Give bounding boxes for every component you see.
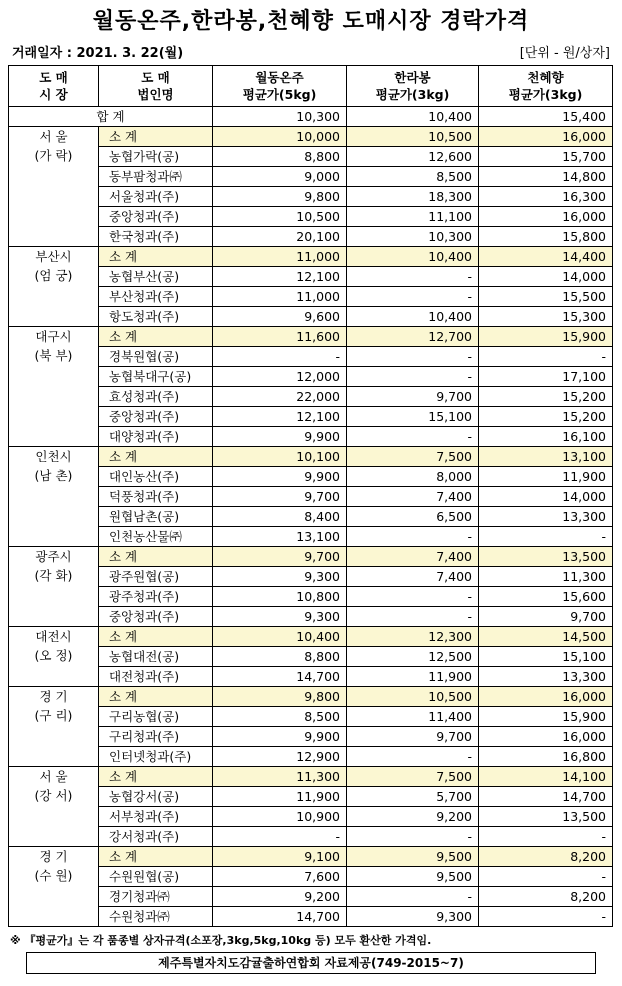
price-col1: 9,300 — [213, 567, 347, 587]
header-col1: 월동온주 평균가(5kg) — [213, 66, 347, 107]
price-col3: 8,200 — [479, 847, 613, 867]
price-col2: 9,700 — [347, 727, 479, 747]
price-col3: 15,900 — [479, 327, 613, 347]
price-col1: - — [213, 347, 347, 367]
region-district: (강 서) — [34, 788, 73, 803]
price-col2: 9,500 — [347, 847, 479, 867]
total-v1: 10,300 — [213, 107, 347, 127]
table-row — [9, 507, 613, 527]
price-col1: 11,300 — [213, 767, 347, 787]
price-col2: 12,600 — [347, 147, 479, 167]
price-col2: - — [347, 267, 479, 287]
price-col3: 11,900 — [479, 467, 613, 487]
price-col3: 15,200 — [479, 407, 613, 427]
price-col1: 11,900 — [213, 787, 347, 807]
price-col1: 22,000 — [213, 387, 347, 407]
corp-name: 소 계 — [99, 627, 213, 647]
subtotal-row — [9, 767, 613, 787]
table-row — [9, 827, 613, 847]
table-row — [9, 587, 613, 607]
corp-name: 강서청과(주) — [99, 827, 213, 847]
price-col3: 14,000 — [479, 267, 613, 287]
price-col3: 15,800 — [479, 227, 613, 247]
price-col3: 13,100 — [479, 447, 613, 467]
corp-name: 경북원협(공) — [99, 347, 213, 367]
price-col3: 14,800 — [479, 167, 613, 187]
price-col2: 9,300 — [347, 907, 479, 927]
price-col1: 10,900 — [213, 807, 347, 827]
table-row — [9, 347, 613, 367]
price-col3: 15,300 — [479, 307, 613, 327]
table-row — [9, 527, 613, 547]
corp-name: 수원청과㈜ — [99, 907, 213, 927]
table-row — [9, 467, 613, 487]
price-col2: - — [347, 367, 479, 387]
price-col3: - — [479, 907, 613, 927]
subtotal-row — [9, 687, 613, 707]
region-district: (각 화) — [34, 568, 73, 583]
header-col2: 한라봉 평균가(3kg) — [347, 66, 479, 107]
table-row — [9, 407, 613, 427]
price-col2: 9,700 — [347, 387, 479, 407]
table-row — [9, 167, 613, 187]
header-market: 도 매 시 장 — [9, 66, 99, 107]
corp-name: 중앙청과(주) — [99, 207, 213, 227]
header-corp: 도 매 법인명 — [99, 66, 213, 107]
region-district: (수 원) — [34, 868, 73, 883]
price-col1: 8,500 — [213, 707, 347, 727]
corp-name: 중앙청과(주) — [99, 607, 213, 627]
price-col1: 9,900 — [213, 427, 347, 447]
subtotal-row — [9, 247, 613, 267]
price-col3: - — [479, 527, 613, 547]
corp-name: 소 계 — [99, 547, 213, 567]
table-row — [9, 707, 613, 727]
price-col2: 12,500 — [347, 647, 479, 667]
corp-name: 서부청과(주) — [99, 807, 213, 827]
price-col2: 10,400 — [347, 307, 479, 327]
price-col1: 9,000 — [213, 167, 347, 187]
price-col2: 8,000 — [347, 467, 479, 487]
price-col2: 10,500 — [347, 687, 479, 707]
corp-name: 농협부산(공) — [99, 267, 213, 287]
price-col2: 10,500 — [347, 127, 479, 147]
corp-name: 원협남촌(공) — [99, 507, 213, 527]
table-row — [9, 387, 613, 407]
corp-name: 항도청과(주) — [99, 307, 213, 327]
price-col3: 15,700 — [479, 147, 613, 167]
total-row — [9, 107, 613, 127]
price-col3: 16,000 — [479, 727, 613, 747]
price-col1: 10,800 — [213, 587, 347, 607]
price-col3: 13,500 — [479, 547, 613, 567]
corp-name: 덕풍청과(주) — [99, 487, 213, 507]
subtotal-row — [9, 627, 613, 647]
corp-name: 농협북대구(공) — [99, 367, 213, 387]
price-col1: 12,000 — [213, 367, 347, 387]
corp-name: 대전청과(주) — [99, 667, 213, 687]
region-district: (북 부) — [34, 348, 73, 363]
price-col2: 11,900 — [347, 667, 479, 687]
price-col3: 16,300 — [479, 187, 613, 207]
source-credit: 제주특별자치도감귤출하연합회 자료제공(749-2015~7) — [26, 952, 596, 974]
price-col1: 9,900 — [213, 727, 347, 747]
region-cell — [9, 247, 99, 327]
corp-name: 광주청과(주) — [99, 587, 213, 607]
price-col1: 9,600 — [213, 307, 347, 327]
subtotal-row — [9, 327, 613, 347]
region-name: 경 기 — [39, 689, 68, 704]
total-v3: 15,400 — [479, 107, 613, 127]
corp-name: 소 계 — [99, 687, 213, 707]
price-col3: 15,100 — [479, 647, 613, 667]
price-col2: 10,400 — [347, 247, 479, 267]
subtotal-row — [9, 847, 613, 867]
price-col3: 15,500 — [479, 287, 613, 307]
price-col3: 14,400 — [479, 247, 613, 267]
corp-name: 소 계 — [99, 327, 213, 347]
price-col2: 9,200 — [347, 807, 479, 827]
corp-name: 소 계 — [99, 447, 213, 467]
price-col3: 14,100 — [479, 767, 613, 787]
region-name: 인천시 — [35, 449, 72, 464]
price-col1: 11,600 — [213, 327, 347, 347]
price-col2: - — [347, 587, 479, 607]
region-name: 대구시 — [35, 329, 72, 344]
region-name: 서 울 — [39, 769, 68, 784]
price-col2: - — [347, 607, 479, 627]
price-col3: 15,900 — [479, 707, 613, 727]
table-row — [9, 887, 613, 907]
corp-name: 소 계 — [99, 847, 213, 867]
table-row — [9, 567, 613, 587]
total-v2: 10,400 — [347, 107, 479, 127]
price-col1: 14,700 — [213, 667, 347, 687]
table-row — [9, 207, 613, 227]
region-name: 부산시 — [35, 249, 72, 264]
unit-label: [단위 - 원/상자] — [519, 46, 610, 61]
table-row — [9, 367, 613, 387]
subtotal-row — [9, 447, 613, 467]
price-col3: 14,700 — [479, 787, 613, 807]
region-district: (엄 궁) — [34, 268, 73, 283]
table-row — [9, 607, 613, 627]
table-row — [9, 147, 613, 167]
corp-name: 효성청과(주) — [99, 387, 213, 407]
table-row — [9, 487, 613, 507]
region-cell — [9, 127, 99, 247]
subtotal-row — [9, 127, 613, 147]
price-col1: 12,100 — [213, 407, 347, 427]
region-cell — [9, 687, 99, 767]
table-row — [9, 227, 613, 247]
price-col1: - — [213, 827, 347, 847]
price-col3: 16,000 — [479, 127, 613, 147]
table-row — [9, 307, 613, 327]
price-col2: 7,500 — [347, 447, 479, 467]
region-name: 대전시 — [35, 629, 72, 644]
table-row — [9, 727, 613, 747]
price-col3: 15,200 — [479, 387, 613, 407]
region-cell — [9, 547, 99, 627]
corp-name: 대양청과(주) — [99, 427, 213, 447]
price-col3: 16,100 — [479, 427, 613, 447]
total-label: 합 계 — [9, 107, 213, 127]
price-col2: 11,400 — [347, 707, 479, 727]
table-row — [9, 907, 613, 927]
price-col2: 7,500 — [347, 767, 479, 787]
price-col1: 8,800 — [213, 147, 347, 167]
price-col1: 10,500 — [213, 207, 347, 227]
price-col3: 16,000 — [479, 687, 613, 707]
price-col2: 18,300 — [347, 187, 479, 207]
corp-name: 소 계 — [99, 767, 213, 787]
price-col1: 13,100 — [213, 527, 347, 547]
corp-name: 경기청과㈜ — [99, 887, 213, 907]
price-col2: 7,400 — [347, 487, 479, 507]
price-col2: - — [347, 347, 479, 367]
corp-name: 농협가락(공) — [99, 147, 213, 167]
price-col1: 9,200 — [213, 887, 347, 907]
price-col2: 12,700 — [347, 327, 479, 347]
price-col2: 5,700 — [347, 787, 479, 807]
corp-name: 중앙청과(주) — [99, 407, 213, 427]
table-row — [9, 867, 613, 887]
price-col2: 7,400 — [347, 567, 479, 587]
corp-name: 대인농산(주) — [99, 467, 213, 487]
price-col2: - — [347, 887, 479, 907]
table-row — [9, 267, 613, 287]
price-col2: 11,100 — [347, 207, 479, 227]
table-row — [9, 787, 613, 807]
corp-name: 수원원협(공) — [99, 867, 213, 887]
page-title: 월동온주,한라봉,천혜향 도매시장 경락가격 — [92, 9, 530, 34]
price-col3: 11,300 — [479, 567, 613, 587]
region-district: (남 촌) — [34, 468, 73, 483]
region-cell — [9, 627, 99, 687]
price-col1: 9,300 — [213, 607, 347, 627]
region-cell — [9, 767, 99, 847]
price-col1: 10,400 — [213, 627, 347, 647]
table-row — [9, 807, 613, 827]
corp-name: 소 계 — [99, 127, 213, 147]
corp-name: 인천농산물㈜ — [99, 527, 213, 547]
corp-name: 동부팜청과㈜ — [99, 167, 213, 187]
price-col2: 6,500 — [347, 507, 479, 527]
table-row — [9, 287, 613, 307]
price-col1: 9,700 — [213, 547, 347, 567]
price-col2: - — [347, 527, 479, 547]
trade-date: 거래일자 : 2021. 3. 22(월) — [12, 46, 184, 61]
price-col1: 7,600 — [213, 867, 347, 887]
table-row — [9, 747, 613, 767]
price-col2: - — [347, 747, 479, 767]
price-col3: 8,200 — [479, 887, 613, 907]
price-col2: 7,400 — [347, 547, 479, 567]
price-col2: - — [347, 287, 479, 307]
corp-name: 구리농협(공) — [99, 707, 213, 727]
footnote: ※ 『평균가』는 각 품종별 상자규격(소포장,3kg,5kg,10kg 등) 모두 환산한 가격임. — [10, 934, 432, 947]
price-col2: 10,300 — [347, 227, 479, 247]
price-col1: 10,000 — [213, 127, 347, 147]
price-table — [8, 65, 613, 927]
price-col2: 12,300 — [347, 627, 479, 647]
price-col3: - — [479, 347, 613, 367]
price-col2: 8,500 — [347, 167, 479, 187]
table-row — [9, 187, 613, 207]
table-row — [9, 647, 613, 667]
price-col1: 9,900 — [213, 467, 347, 487]
price-col1: 9,700 — [213, 487, 347, 507]
price-col2: - — [347, 427, 479, 447]
region-district: (오 정) — [34, 648, 73, 663]
price-col1: 9,100 — [213, 847, 347, 867]
table-row — [9, 427, 613, 447]
corp-name: 구리청과(주) — [99, 727, 213, 747]
price-col1: 9,800 — [213, 187, 347, 207]
price-col2: 9,500 — [347, 867, 479, 887]
region-cell — [9, 327, 99, 447]
table-row — [9, 667, 613, 687]
corp-name: 인터넷청과(주) — [99, 747, 213, 767]
corp-name: 서울청과(주) — [99, 187, 213, 207]
price-col3: 17,100 — [479, 367, 613, 387]
price-col3: 13,500 — [479, 807, 613, 827]
region-cell — [9, 847, 99, 927]
region-name: 광주시 — [35, 549, 72, 564]
subtotal-row — [9, 547, 613, 567]
region-name: 경 기 — [39, 849, 68, 864]
corp-name: 광주원협(공) — [99, 567, 213, 587]
corp-name: 부산청과(주) — [99, 287, 213, 307]
header-col3: 천혜향 평균가(3kg) — [479, 66, 613, 107]
price-col1: 14,700 — [213, 907, 347, 927]
region-district: (구 리) — [34, 708, 73, 723]
price-col3: 14,500 — [479, 627, 613, 647]
price-col3: 14,000 — [479, 487, 613, 507]
region-name: 서 울 — [39, 129, 68, 144]
price-col1: 9,800 — [213, 687, 347, 707]
price-col2: - — [347, 827, 479, 847]
price-col1: 12,100 — [213, 267, 347, 287]
price-col3: - — [479, 867, 613, 887]
price-col3: 9,700 — [479, 607, 613, 627]
corp-name: 한국청과(주) — [99, 227, 213, 247]
price-col3: 16,000 — [479, 207, 613, 227]
price-col3: 16,800 — [479, 747, 613, 767]
price-col3: 13,300 — [479, 507, 613, 527]
region-cell — [9, 447, 99, 547]
corp-name: 소 계 — [99, 247, 213, 267]
price-col1: 12,900 — [213, 747, 347, 767]
corp-name: 농협강서(공) — [99, 787, 213, 807]
price-col1: 11,000 — [213, 247, 347, 267]
price-col1: 8,800 — [213, 647, 347, 667]
price-col3: 13,300 — [479, 667, 613, 687]
corp-name: 농협대전(공) — [99, 647, 213, 667]
price-col1: 11,000 — [213, 287, 347, 307]
price-col1: 8,400 — [213, 507, 347, 527]
price-col1: 20,100 — [213, 227, 347, 247]
region-district: (가 락) — [34, 148, 73, 163]
price-col1: 10,100 — [213, 447, 347, 467]
price-col3: 15,600 — [479, 587, 613, 607]
header-row — [9, 66, 613, 107]
price-col3: - — [479, 827, 613, 847]
price-col2: 15,100 — [347, 407, 479, 427]
